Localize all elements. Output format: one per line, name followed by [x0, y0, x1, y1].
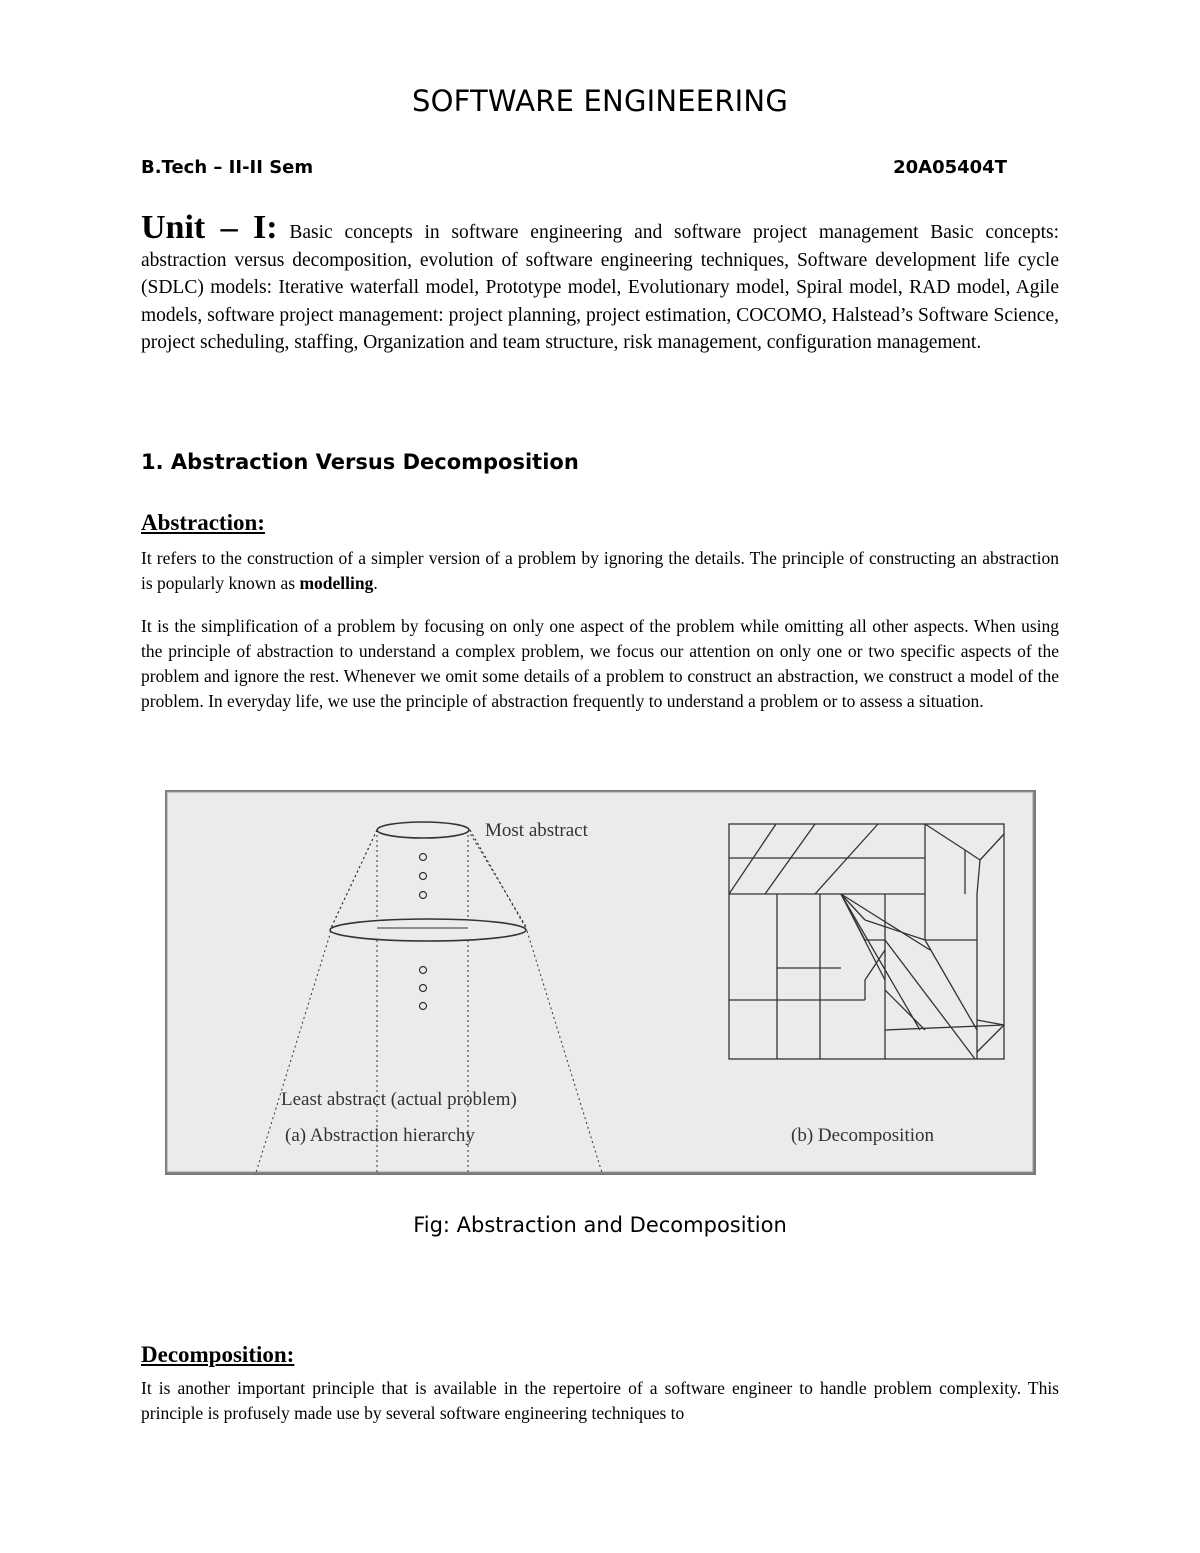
modelling-term: modelling	[299, 573, 374, 593]
decomposition-heading: Decomposition:	[141, 1342, 295, 1367]
unit-description: Basic concepts in software engineering and software project management Basic concepts: abstraction versus decomposition, evolution of software engineering techniques, Software development life cycle (SDLC) models: Iterative waterfall model, Prototype model, Evolutionary model, Spiral model, RAD model, Agile models, software project management: project planning, project estimation, COCOMO, Halstead’s Software Science, project scheduling, staffing, Organization and team structure, risk management, configuration management.	[141, 222, 1059, 353]
paragraph-text: It refers to the construction of a simpler version of a problem by ignoring the details. The principle of constructing an abstraction is popularly known as	[141, 548, 1059, 593]
decomposition-label: (b) Decomposition	[791, 1125, 935, 1146]
middle-ellipse	[330, 919, 526, 941]
abstraction-decomposition-figure	[165, 790, 1036, 1175]
abstraction-heading: Abstraction:	[141, 510, 265, 535]
unit-label: Unit – I:	[141, 209, 278, 246]
course-label: B.Tech – II-II Sem	[141, 157, 314, 178]
decomposition-paragraph: It is another important principle that is available in the repertoire of a software engineer to handle problem complexity. This principle is profusely made use by several software engineering techniques to	[141, 1378, 1059, 1423]
section-heading: 1. Abstraction Versus Decomposition	[141, 450, 579, 474]
least-abstract-label: Least abstract (actual problem)	[281, 1089, 517, 1110]
paragraph-text-end: .	[373, 573, 378, 593]
figure-caption: Fig: Abstraction and Decomposition	[413, 1213, 787, 1237]
document-title: SOFTWARE ENGINEERING	[412, 84, 788, 118]
unit-intro	[141, 209, 1059, 357]
course-code: 20A05404T	[893, 157, 1007, 178]
most-abstract-label: Most abstract	[485, 820, 588, 841]
top-ellipse	[377, 822, 469, 838]
abstraction-paragraph-2: It is the simplification of a problem by focusing on only one aspect of the problem while omitting all other aspects. When using the principle of abstraction to understand a complex problem, we focus our attention on only one or two specific aspects of the problem and ignore the rest. Whenever we omit some details of a problem to construct an abstraction, we construct a model of the problem. In everyday life, we use the principle of abstraction frequently to understand a problem or to assess a situation.	[141, 616, 1059, 711]
abstraction-hierarchy-label: (a) Abstraction hierarchy	[285, 1125, 475, 1146]
figure-background	[167, 792, 1033, 1172]
abstraction-paragraph-1	[141, 546, 1059, 596]
